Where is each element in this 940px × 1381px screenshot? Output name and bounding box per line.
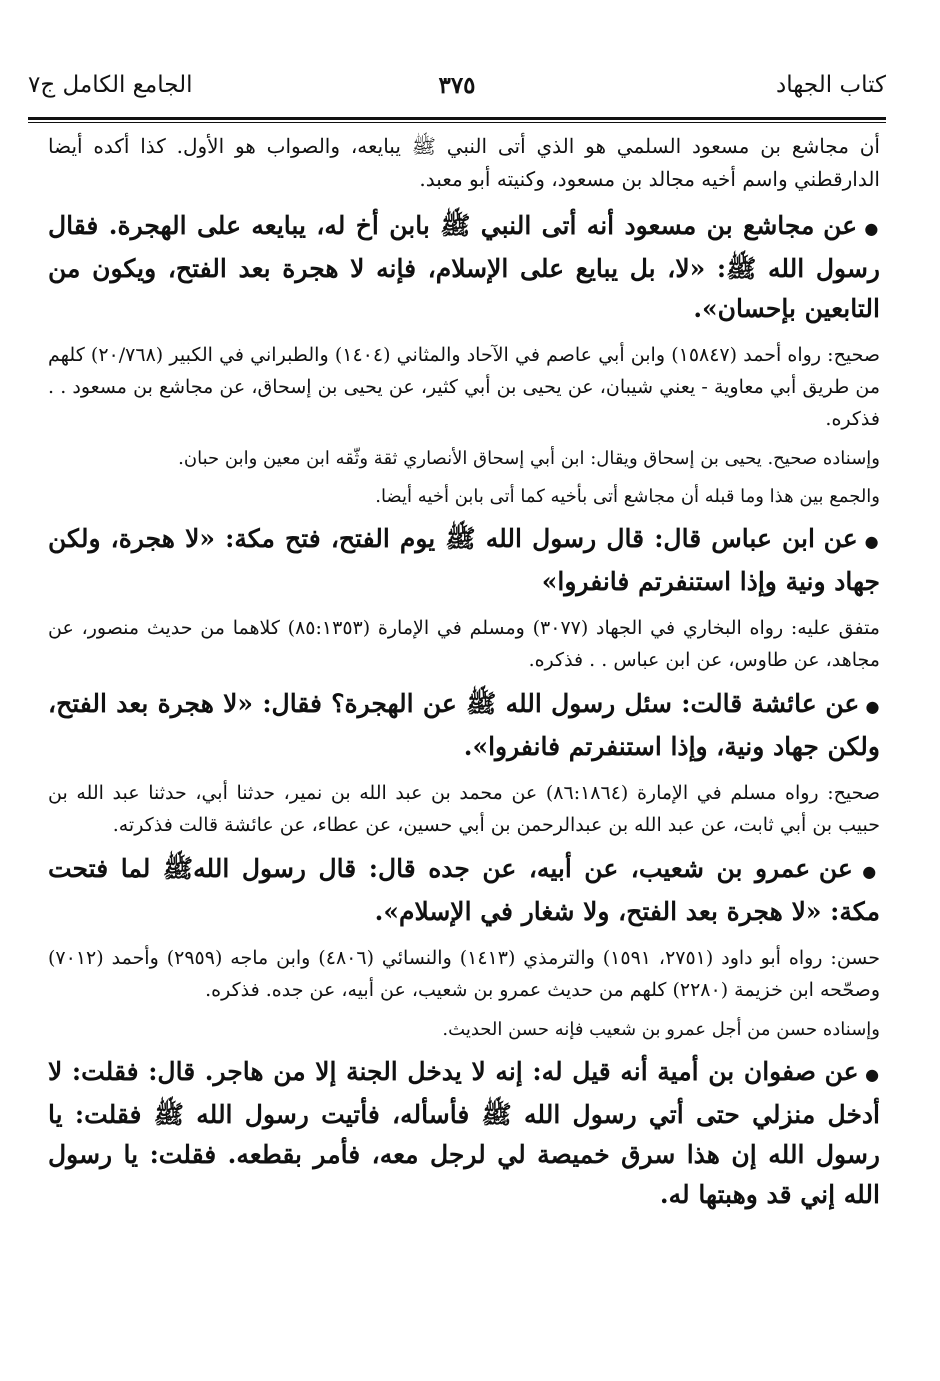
page-header: [28, 72, 886, 116]
hadith-paragraph: ● عن مجاشع بن مسعود أنه أتى النبي ﷺ بابن أخ له، يبايعه على الهجرة. فقال رسول الله ﷺ: «لا، بل يبايع على الإسلام، فإنه لا هجرة بعد الفتح، ويكون من التابعين بإحسان».: [48, 206, 880, 329]
collection-title: الجامع الكامل ج٧: [28, 72, 193, 98]
takhrij-paragraph: صحيح: رواه مسلم في الإمارة (٨٦:١٨٦٤) عن محمد بن عبد الله بن نمير، حدثنا أبي، حدثنا عبد الله بن حبيب بن أبي ثابت، عن عبد الله بن عبدالرحمن بن أبي حسين، عن عطاء، عن عائشة قالت فذكرته.: [48, 782, 880, 836]
hadith-paragraph: ● عن عائشة قالت: سئل رسول الله ﷺ عن الهجرة؟ فقال: «لا هجرة بعد الفتح، ولكن جهاد ونية، وإذا استنفرتم فانفروا».: [48, 684, 880, 767]
header-rule-thin: [28, 122, 886, 123]
page-body: [48, 130, 880, 1225]
note-paragraph: وإسناده حسن من أجل عمرو بن شعيب فإنه حسن الحديث.: [442, 1019, 880, 1040]
takhrij-paragraph: حسن: رواه أبو داود (٢٧٥١، ١٥٩١) والترمذي (١٤١٣) والنسائي (٤٨٠٦) وابن ماجه (٢٩٥٩) وأحمد (٧٠١٢) وصحّحه ابن خزيمة (٢٢٨٠) كلهم من حديث عمرو بن شعيب، عن أبيه، عن جده. فذكره.: [48, 947, 880, 1001]
hadith-paragraph: ● عن صفوان بن أمية أنه قيل له: إنه لا يدخل الجنة إلا من هاجر. قال: فقلت: لا أدخل منزلي حتى أتي رسول الله ﷺ فأسأله، فأتيت رسول الله ﷺ فقلت: يا رسول الله إن هذا سرق خميصة لي لرجل معه، فأمر بقطعه. فقلت: يا رسول الله إني قد وهبتها له.: [48, 1052, 880, 1215]
hadith-paragraph: ● عن عمرو بن شعيب، عن أبيه، عن جده قال: قال رسول اللهﷺ لما فتحت مكة: «لا هجرة بعد الفتح، ولا شغار في الإسلام».: [48, 849, 880, 932]
intro-paragraph: أن مجاشع بن مسعود السلمي هو الذي أتى النبي ﷺ يبايعه، والصواب هو الأول. كذا أكده أيضا الدارقطني واسم أخيه مجالد بن مسعود، وكنيته أبو معبد.: [48, 134, 880, 191]
note-paragraph: والجمع بين هذا وما قبله أن مجاشع أتى بأخيه كما أتى بابن أخيه أيضا.: [375, 486, 880, 507]
header-rule-thick: [28, 117, 886, 120]
hadith-paragraph: ● عن ابن عباس قال: قال رسول الله ﷺ يوم الفتح، فتح مكة: «لا هجرة، ولكن جهاد ونية وإذا استنفرتم فانفروا»: [48, 519, 880, 602]
takhrij-paragraph: متفق عليه: رواه البخاري في الجهاد (٣٠٧٧) ومسلم في الإمارة (٨٥:١٣٥٣) كلاهما من حديث منصور، عن مجاهد، عن طاوس، عن ابن عباس . . فذكره.: [48, 617, 880, 671]
book-title: كتاب الجهاد: [776, 72, 886, 98]
takhrij-paragraph: صحيح: رواه أحمد (١٥٨٤٧) وابن أبي عاصم في الآحاد والمثاني (١٤٠٤) والطبراني في الكبير (٢٠/٧٦٨) كلهم من طريق أبي معاوية - يعني شيبان، عن يحيى بن أبي كثير، عن يحيى بن إسحاق، عن مجاشع بن مسعود . . فذكره.: [48, 344, 880, 430]
page-number: ٣٧٥: [438, 72, 476, 99]
note-paragraph: وإسناده صحيح. يحيى بن إسحاق ويقال: ابن أبي إسحاق الأنصاري ثقة وثّقه ابن معين وابن حبان.: [178, 448, 880, 469]
